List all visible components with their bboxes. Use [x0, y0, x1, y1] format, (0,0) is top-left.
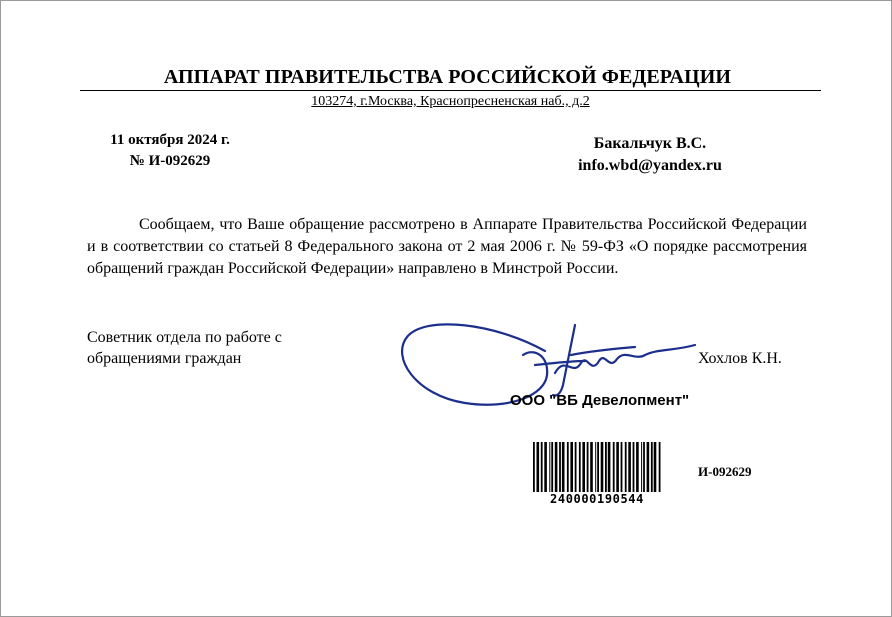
barcode-bar	[616, 442, 619, 492]
barcode-bar	[587, 442, 589, 492]
barcode-bar	[533, 442, 535, 492]
signer-name: Хохлов К.Н.	[698, 350, 782, 367]
barcode-bar	[659, 442, 661, 492]
recipient-block	[545, 133, 755, 177]
barcode-bar	[643, 442, 645, 492]
barcode-bar	[562, 442, 565, 492]
barcode-bar	[654, 442, 657, 492]
barcode-bar	[595, 442, 596, 492]
barcode-number: 240000190544	[530, 492, 664, 506]
recipient-name: Бакальчук В.С.	[593, 135, 707, 152]
barcode-bar	[621, 442, 623, 492]
signer-position: Советник отдела по работе с обращениями граждан	[87, 329, 282, 367]
barcode-bar	[544, 442, 547, 492]
barcode-bar	[636, 442, 639, 492]
recipient-email: info.wbd@yandex.ru	[578, 157, 722, 174]
organization-title: АППАРАТ ПРАВИТЕЛЬСТВА РОССИЙСКОЙ ФЕДЕРАЦИИ	[163, 66, 732, 88]
letter-number: № И-092629	[129, 153, 211, 169]
barcode-bar	[651, 442, 653, 492]
barcode-bar	[541, 442, 543, 492]
barcode-bar	[613, 442, 615, 492]
company-stamp: ООО "ВБ Девелопмент"	[510, 392, 690, 409]
title-rule	[80, 90, 821, 91]
barcode-bar	[555, 442, 558, 492]
letter-date: 11 октября 2024 г.	[110, 132, 230, 148]
barcode-bar	[537, 442, 540, 492]
barcode-bar	[641, 442, 642, 492]
letter-body: Сообщаем, что Ваше обращение рассмотрено в Аппарате Правительства Российской Федерации и в соответствии со статьей 8 Федерального закона от 2 мая 2006 г. № 59-ФЗ «О порядке рассмотрения обращений граждан Российской Федерации» направлено в Минстрой России.	[87, 216, 807, 277]
barcode-bar	[579, 442, 581, 492]
barcode-reference: И-092629	[698, 464, 752, 479]
barcode-bar	[628, 442, 631, 492]
barcode-bar	[633, 442, 635, 492]
barcode-bar	[582, 442, 585, 492]
organization-address: 103274, г.Москва, Краснопресненская наб., д.2	[311, 94, 590, 109]
barcode-bar	[559, 442, 561, 492]
barcode-bar	[647, 442, 650, 492]
barcode-bar	[608, 442, 611, 492]
barcode-bar	[597, 442, 599, 492]
barcode-bar	[605, 442, 607, 492]
barcode-bar	[575, 442, 577, 492]
barcode-bar	[567, 442, 569, 492]
barcode-bar	[601, 442, 604, 492]
barcode-bar	[551, 442, 553, 492]
letter-meta	[90, 130, 250, 172]
barcode-bar	[549, 442, 550, 492]
barcode-bar	[625, 442, 627, 492]
barcode-bar	[570, 442, 573, 492]
barcode-bar	[590, 442, 593, 492]
